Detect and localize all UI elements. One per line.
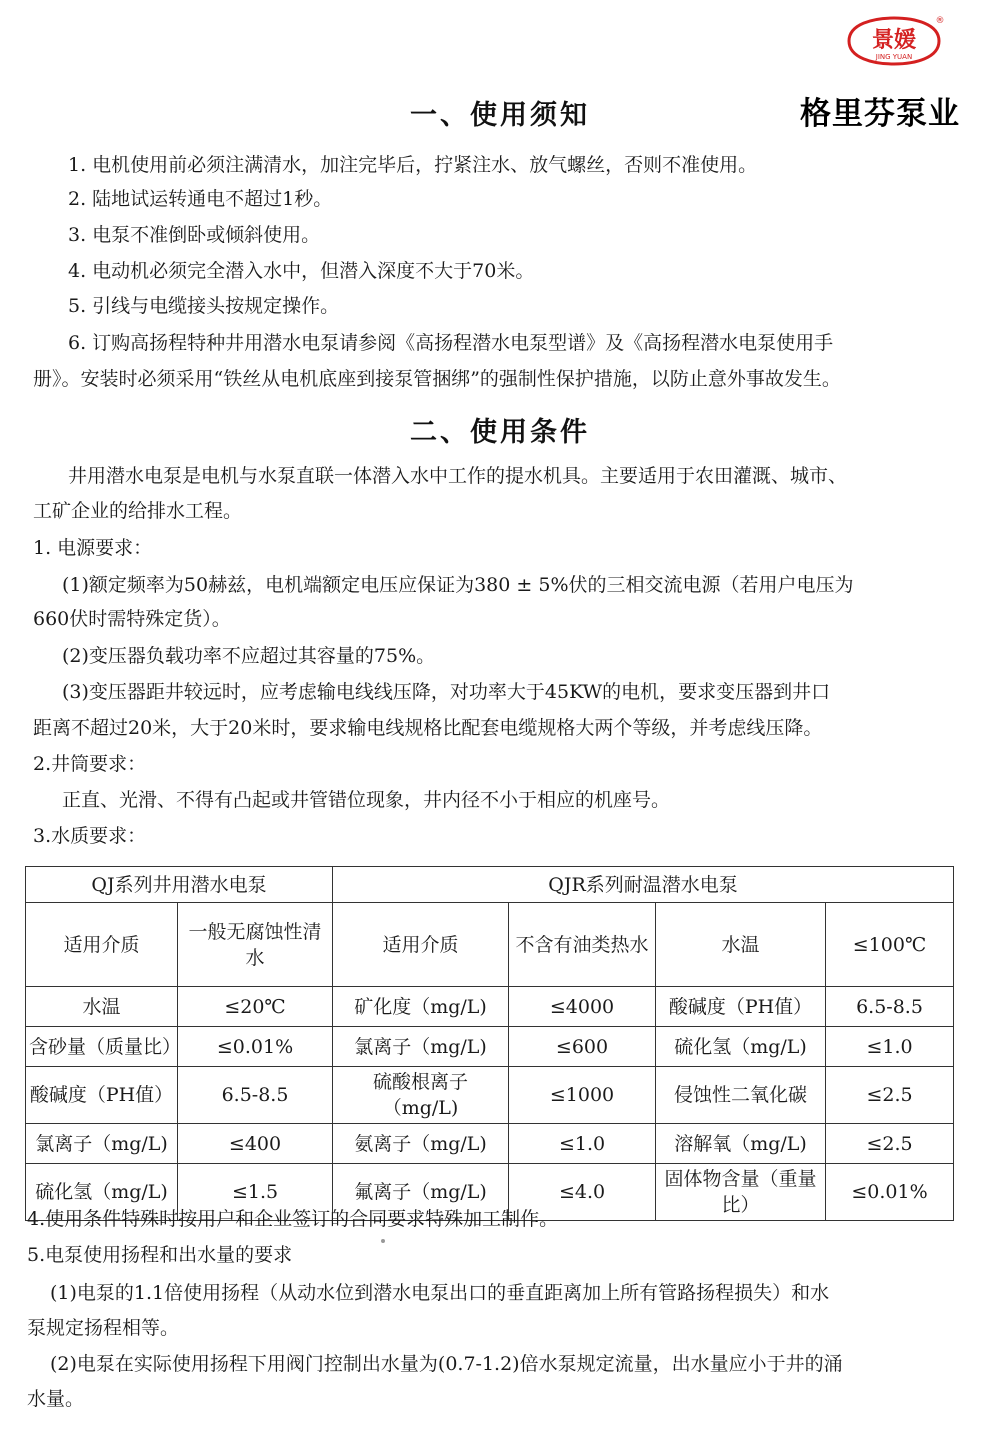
table-cell: 氨离子（mg/L) — [333, 1124, 509, 1164]
well-text: 正直、光滑、不得有凸起或井管错位现象，井内径不小于相应的机座号。 — [62, 789, 671, 811]
header-cell: 一般无腐蚀性清水 — [178, 903, 333, 987]
head-p2-line2: 水量。 — [27, 1388, 85, 1410]
table-cell: ≤2.5 — [826, 1067, 954, 1124]
power-heading: 1. 电源要求： — [33, 537, 153, 559]
notice-item-2: 2. 陆地试运转通电不超过1秒。 — [68, 188, 333, 210]
table-cell: ≤20℃ — [178, 987, 333, 1027]
header-cell: 不含有油类热水 — [509, 903, 656, 987]
head-p1-line1: (1)电泵的1.1倍使用扬程（从动水位到潜水电泵出口的垂直距离加上所有管路扬程损失）和水 — [50, 1282, 830, 1304]
logo-romanized: JING YUAN — [875, 53, 913, 61]
intro-line1: 井用潜水电泵是电机与水泵直联一体潜入水中工作的提水机具。主要适用于农田灌溉、城市、 — [68, 465, 848, 487]
table-cell: ≤1.5 — [178, 1164, 333, 1221]
table-cell: 氯离子（mg/L) — [26, 1124, 178, 1164]
table-cell: ≤1.0 — [826, 1027, 954, 1067]
table-cell: 酸碱度（PH值） — [656, 987, 826, 1027]
power-p1-line1: (1)额定频率为50赫兹，电机端额定电压应保证为380 ± 5%伏的三相交流电源（若用户电压为 — [62, 574, 854, 596]
table-row — [26, 1124, 954, 1164]
well-heading: 2.井筒要求： — [33, 753, 147, 775]
table-cell: ≤600 — [509, 1027, 656, 1067]
notice-item-6-line2: 册》。安装时必须采用“铁丝从电机底座到接泵管捆绑”的强制性保护措施，以防止意外事故发生。 — [33, 368, 841, 390]
power-p2: (2)变压器负载功率不应超过其容量的75%。 — [62, 645, 436, 667]
table-cell: 6.5-8.5 — [178, 1067, 333, 1124]
header-cell: 水温 — [656, 903, 826, 987]
notice-item-1: 1. 电机使用前必须注满清水，加注完毕后，拧紧注水、放气螺丝，否则不准使用。 — [68, 154, 758, 176]
section2-title: 二、使用条件 — [410, 417, 590, 448]
logo-name: 景媛 — [871, 28, 917, 53]
scan-speck — [381, 1239, 385, 1243]
jingyuan-logo — [843, 14, 945, 68]
table-cell: ≤400 — [178, 1124, 333, 1164]
table-cell: 硫化氢（mg/L) — [26, 1164, 178, 1221]
table-cell: 6.5-8.5 — [826, 987, 954, 1027]
registered-mark: ® — [935, 16, 945, 26]
power-p1-line2: 660伏时需特殊定货）。 — [33, 608, 231, 630]
water-heading: 3.水质要求： — [33, 825, 147, 847]
table-cell: 氟离子（mg/L) — [333, 1164, 509, 1221]
qj-series-title: QJ系列井用潜水电泵 — [26, 867, 333, 903]
power-p3-line1: (3)变压器距井较远时，应考虑输电线线压降，对功率大于45KW的电机，要求变压器到井口 — [62, 681, 831, 703]
notice-item-5: 5. 引线与电缆接头按规定操作。 — [68, 295, 340, 317]
table-cell: 矿化度（mg/L) — [333, 987, 509, 1027]
brand-name: 格里芬泵业 — [800, 96, 960, 132]
notice-item-6-line1: 6. 订购高扬程特种井用潜水电泵请参阅《高扬程潜水电泵型谱》及《高扬程潜水电泵使用手 — [68, 332, 834, 354]
table-cell: ≤4000 — [509, 987, 656, 1027]
table-cell: ≤1.0 — [509, 1124, 656, 1164]
table-header-row — [26, 903, 954, 987]
table-cell: 氯离子（mg/L) — [333, 1027, 509, 1067]
table-cell: ≤1000 — [509, 1067, 656, 1124]
table-cell: 含砂量（质量比） — [26, 1027, 178, 1067]
header-cell: 适用介质 — [333, 903, 509, 987]
table-row — [26, 987, 954, 1027]
table-title-row — [26, 867, 954, 903]
notice-item-4: 4. 电动机必须完全潜入水中，但潜入深度不大于70米。 — [68, 260, 535, 282]
table-cell: 侵蚀性二氧化碳 — [656, 1067, 826, 1124]
logo-emblem — [843, 14, 945, 68]
table-cell: 固体物含量（重量比） — [656, 1164, 826, 1221]
section1-title: 一、使用须知 — [410, 100, 590, 131]
intro-line2: 工矿企业的给排水工程。 — [33, 500, 243, 522]
table-cell: 硫化氢（mg/L) — [656, 1027, 826, 1067]
table-cell: ≤4.0 — [509, 1164, 656, 1221]
power-p3-line2: 距离不超过20米，大于20米时，要求输电线规格比配套电缆规格大两个等级，并考虑线压降。 — [33, 717, 823, 739]
table-row — [26, 1027, 954, 1067]
table-cell: 溶解氧（mg/L) — [656, 1124, 826, 1164]
table-cell: ≤0.01% — [826, 1164, 954, 1221]
table-cell: 酸碱度（PH值） — [26, 1067, 178, 1124]
table-cell: 水温 — [26, 987, 178, 1027]
table-cell: ≤0.01% — [178, 1027, 333, 1067]
head-p1-line2: 泵规定扬程相等。 — [27, 1317, 180, 1339]
special-conditions: 4.使用条件特殊时按用户和企业签订的合同要求特殊加工制作。 — [27, 1208, 559, 1230]
head-heading: 5.电泵使用扬程和出水量的要求 — [27, 1244, 293, 1266]
head-p2-line1: (2)电泵在实际使用扬程下用阀门控制出水量为(0.7-1.2)倍水泵规定流量，出水量应小于井的涌 — [50, 1353, 843, 1375]
qjr-series-title: QJR系列耐温潜水电泵 — [333, 867, 954, 903]
notice-item-3: 3. 电泵不准倒卧或倾斜使用。 — [68, 224, 321, 246]
header-cell: ≤100℃ — [826, 903, 954, 987]
table-row — [26, 1067, 954, 1124]
water-quality-table — [25, 866, 954, 1221]
header-cell: 适用介质 — [26, 903, 178, 987]
table-cell: 硫酸根离子（mg/L) — [333, 1067, 509, 1124]
table-cell: ≤2.5 — [826, 1124, 954, 1164]
